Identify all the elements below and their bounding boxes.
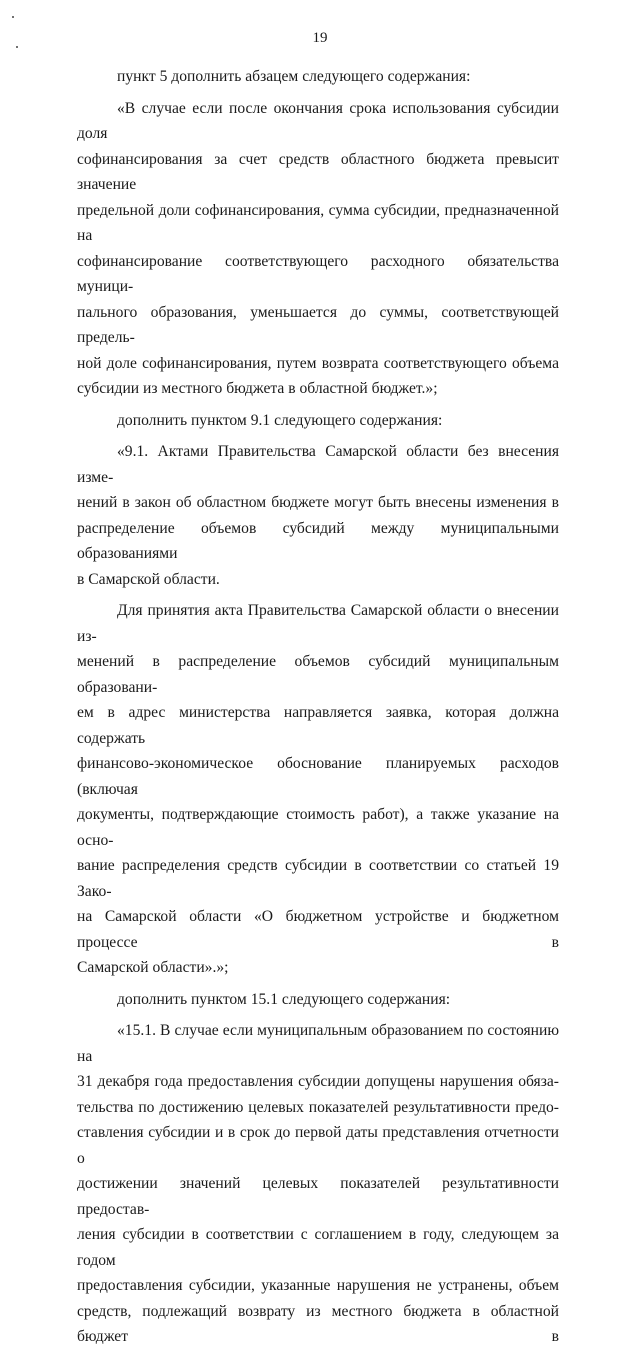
text-line: документы, подтверждающие стоимость работ), а также указание на осно-: [77, 806, 559, 849]
text-line: дополнить пунктом 9.1 следующего содержания:: [117, 411, 443, 429]
text-line: предоставления субсидии, указанные нарушения не устранены, объем: [77, 1277, 559, 1294]
text-line: в Самарской области.: [77, 570, 220, 588]
paragraph: [77, 1018, 559, 1350]
scan-speck: [12, 16, 14, 18]
text-line: средств, подлежащий возврату из местного бюджета в областной бюджет в: [77, 1302, 559, 1345]
text-line: «9.1. Актами Правительства Самарской области без внесения изме-: [77, 443, 559, 486]
paragraph: [77, 987, 559, 1013]
text-line: дополнить пунктом 15.1 следующего содержания:: [117, 990, 451, 1008]
document-body: [77, 58, 559, 1350]
text-line: вание распределения средств субсидии в соответствии со статьей 19 Зако-: [77, 857, 559, 900]
text-line: Для принятия акта Правительства Самарской области о внесении из-: [77, 602, 559, 645]
text-line: тельства по достижению целевых показателей результативности предо-: [77, 1098, 559, 1116]
text-line: пункт 5 дополнить абзацем следующего содержания:: [117, 68, 471, 85]
text-line: ем в адрес министерства направляется заявка, которая должна содержать: [77, 704, 559, 747]
paragraph: [77, 598, 559, 981]
paragraph: [77, 439, 559, 592]
text-line: «15.1. В случае если муниципальным образованием по состоянию на: [77, 1022, 559, 1065]
text-line: распределение объемов субсидий между муниципальными образованиями: [77, 519, 559, 562]
text-line: ления субсидии в соответствии с соглашением в году, следующем за годом: [77, 1226, 559, 1269]
text-line: финансово-экономическое обоснование планируемых расходов (включая: [77, 755, 559, 798]
text-line: нений в закон об областном бюджете могут быть внесены изменения в: [77, 494, 559, 511]
scan-speck: [16, 46, 18, 48]
paragraph: [77, 64, 559, 90]
text-line: ставления субсидии и в срок до первой даты представления отчетности о: [77, 1124, 559, 1167]
paragraph: [77, 408, 559, 434]
text-line: Самарской области».»;: [77, 959, 229, 976]
text-line: на Самарской области «О бюджетном устройстве и бюджетном процессе в: [77, 908, 559, 951]
text-line: софинансирование соответствующего расходного обязательства муници-: [77, 252, 559, 295]
text-line: ной доле софинансирования, путем возврата соответствующего объема: [77, 354, 559, 372]
text-line: менений в распределение объемов субсидий муниципальным образовани-: [77, 653, 559, 696]
text-line: софинансирования за счет средств областного бюджета превысит значение: [77, 150, 559, 193]
text-line: достижении значений целевых показателей результативности предостав-: [77, 1175, 559, 1218]
paragraph: [77, 96, 559, 402]
text-line: 31 декабря года предоставления субсидии допущены нарушения обяза-: [77, 1073, 559, 1090]
text-line: субсидии из местного бюджета в областной бюджет.»;: [77, 380, 438, 397]
text-line: предельной доли софинансирования, сумма субсидии, предназначенной на: [77, 201, 559, 244]
text-line: «В случае если после окончания срока использования субсидии доля: [77, 99, 559, 142]
page-number: 19: [312, 30, 328, 46]
text-line: пального образования, уменьшается до суммы, соответствующей предель-: [77, 303, 559, 346]
